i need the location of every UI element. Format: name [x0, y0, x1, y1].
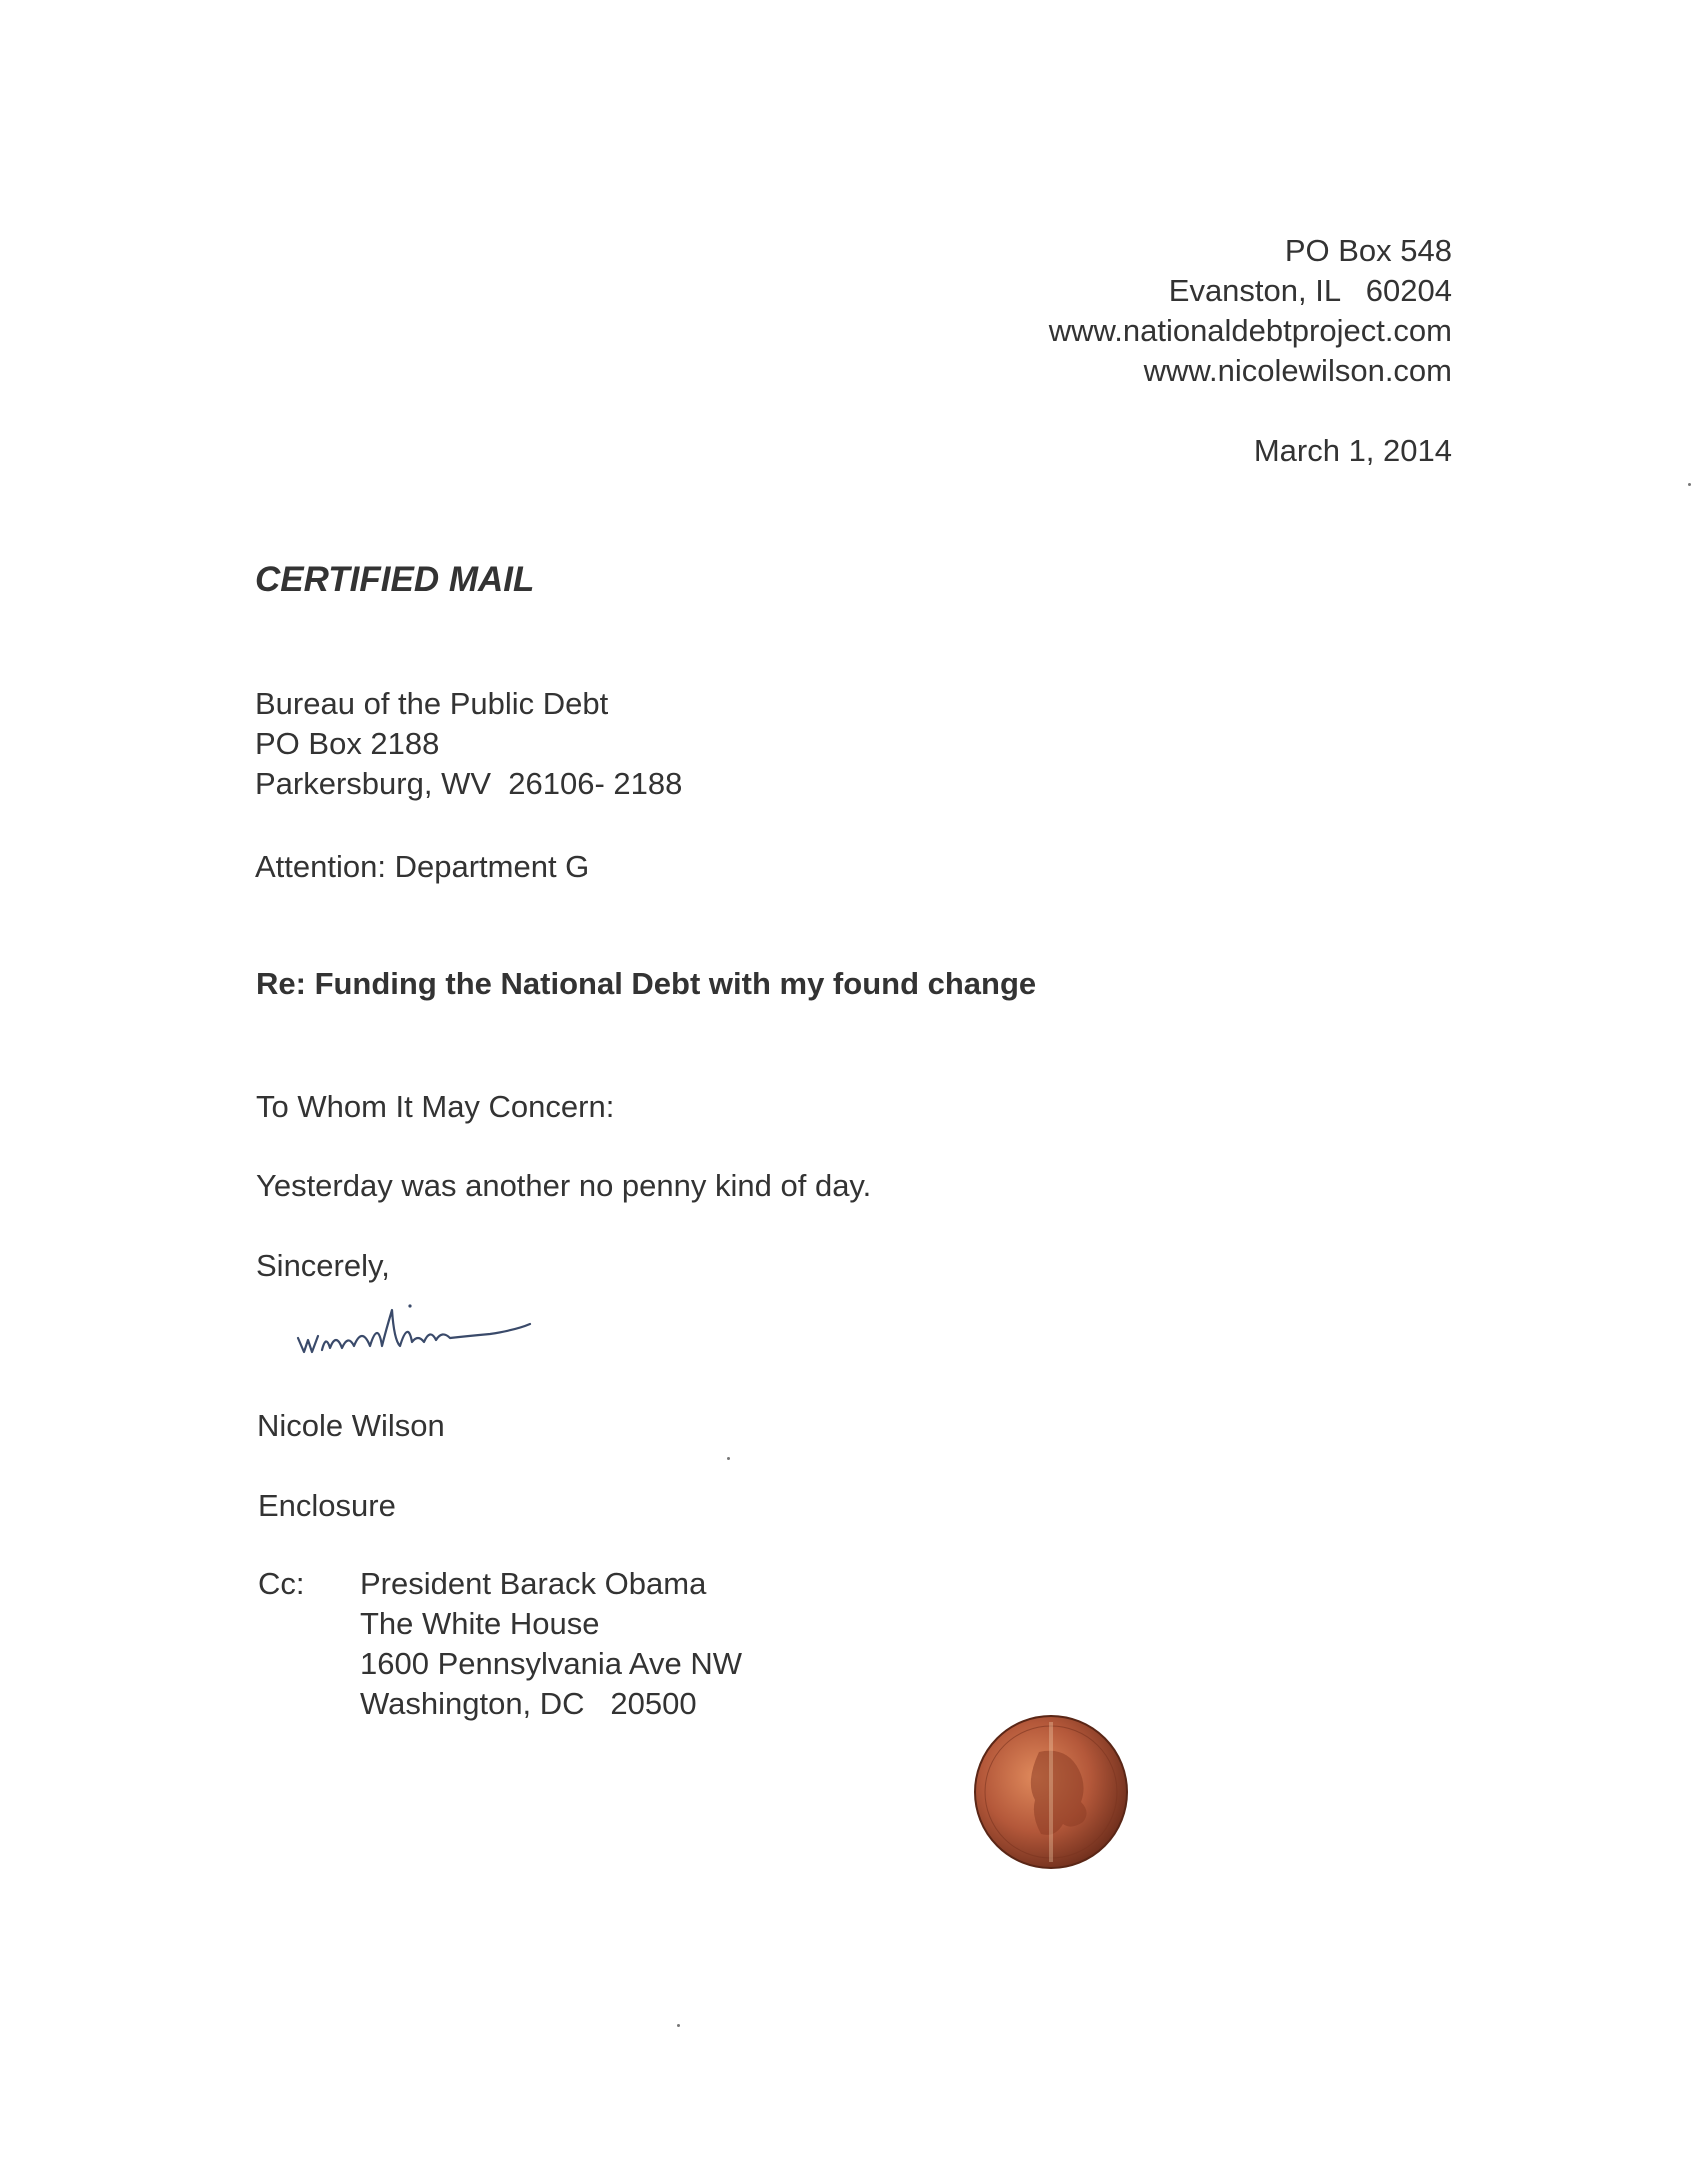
- cc-address-block: [360, 1564, 742, 1724]
- recipient-address-block: [255, 684, 682, 804]
- sender-address-block: [1049, 231, 1452, 391]
- sender-address-line1: PO Box 548: [1284, 233, 1452, 268]
- scan-speck: [727, 1457, 730, 1460]
- enclosure-note: Enclosure: [258, 1488, 396, 1523]
- cc-line2: The White House: [360, 1606, 600, 1641]
- scan-speck: [677, 2024, 680, 2027]
- sender-address-line2: Evanston, IL 60204: [1168, 273, 1452, 308]
- recipient-address-line1: PO Box 2188: [255, 726, 440, 761]
- cc-label: Cc:: [258, 1566, 305, 1601]
- recipient-address-line2: Parkersburg, WV 26106- 2188: [255, 766, 683, 801]
- handwritten-signature: [290, 1290, 650, 1370]
- signer-name: Nicole Wilson: [257, 1408, 445, 1443]
- cc-line4: Washington, DC 20500: [360, 1686, 697, 1721]
- recipient-name: Bureau of the Public Debt: [255, 686, 609, 721]
- sender-website1: www.nationaldebtproject.com: [1048, 313, 1452, 348]
- letter-date: March 1, 2014: [1253, 433, 1452, 468]
- scan-speck: [1688, 483, 1691, 486]
- sender-website2: www.nicolewilson.com: [1143, 353, 1452, 388]
- cc-line3: 1600 Pennsylvania Ave NW: [360, 1646, 742, 1681]
- penny-image: [971, 1712, 1131, 1872]
- certified-mail-heading: CERTIFIED MAIL: [255, 560, 535, 599]
- salutation: To Whom It May Concern:: [256, 1089, 615, 1124]
- closing: Sincerely,: [256, 1248, 390, 1283]
- cc-line1: President Barack Obama: [360, 1566, 707, 1601]
- subject-line: Re: Funding the National Debt with my found change: [256, 966, 1037, 1001]
- attention-line: Attention: Department G: [255, 849, 590, 884]
- letter-body: Yesterday was another no penny kind of day.: [256, 1168, 872, 1203]
